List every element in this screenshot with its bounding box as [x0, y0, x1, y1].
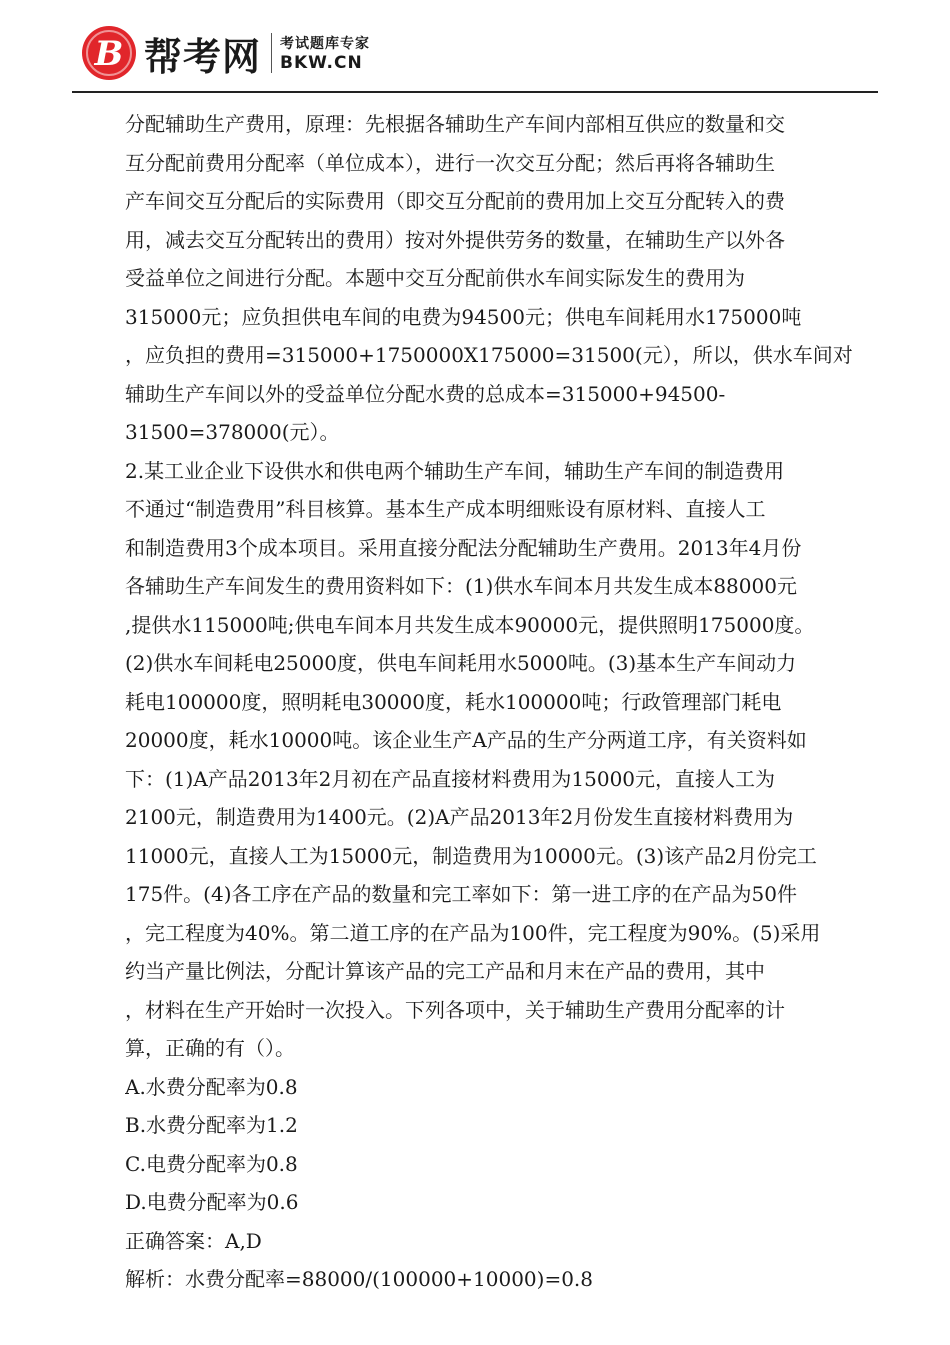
- question-line: ，材料在生产开始时一次投入。下列各项中，关于辅助生产费用分配率的计: [125, 997, 785, 1022]
- svg-text:B: B: [94, 34, 124, 74]
- question-line: 2100元，制造费用为1400元。(2)A产品2013年2月份发生直接材料费用为: [125, 805, 794, 829]
- option-d: D.电费分配率为0.6: [125, 1190, 299, 1214]
- text-line: ，应负担的费用=315000+1750000X175000=31500(元），所以，供水车间对: [125, 343, 853, 367]
- text-line: 互分配前费用分配率（单位成本），进行一次交互分配；然后再将各辅助生: [125, 150, 775, 175]
- text-line: 产车间交互分配后的实际费用（即交互分配前的费用加上交互分配转入的费: [125, 189, 785, 213]
- question-line: 下：(1)A产品2013年2月初在产品直接材料费用为15000元，直接人工为: [125, 766, 776, 791]
- question-line: 20000度，耗水10000吨。该企业生产A产品的生产分两道工序，有关资料如: [125, 728, 807, 752]
- correct-answer: 正确答案：A,D: [125, 1228, 262, 1253]
- text-line: 315000元；应负担供电车间的电费为94500元；供电车间耗用水175000吨: [125, 304, 802, 329]
- option-c: C.电费分配率为0.8: [125, 1151, 298, 1176]
- text-line: 受益单位之间进行分配。本题中交互分配前供水车间实际发生的费用为: [125, 266, 745, 290]
- document-body: [125, 105, 870, 1299]
- option-b: B.水费分配率为1.2: [125, 1113, 298, 1137]
- logo-name: 帮考网: [144, 34, 262, 79]
- logo-icon: [80, 24, 138, 82]
- option-a: A.水费分配率为0.8: [125, 1074, 298, 1099]
- site-header: [80, 22, 370, 84]
- header-divider: [72, 91, 878, 93]
- logo-tagline: [280, 33, 370, 73]
- question-line: (2)供水车间耗电25000度，供电车间耗用水5000吨。(3)基本生产车间动力: [125, 651, 797, 675]
- question-line: 约当产量比例法，分配计算该产品的完工产品和月末在产品的费用，其中: [125, 959, 765, 983]
- question-line: 175件。(4)各工序在产品的数量和完工率如下：第一进工序的在产品为50件: [125, 882, 797, 906]
- question-line: 各辅助生产车间发生的费用资料如下：(1)供水车间本月共发生成本88000元: [125, 574, 797, 598]
- question-line: 耗电100000度，照明耗电30000度，耗水100000吨；行政管理部门耗电: [125, 689, 782, 714]
- question-line: 和制造费用3个成本项目。采用直接分配法分配辅助生产费用。2013年4月份: [125, 535, 802, 560]
- text-line: 分配辅助生产费用，原理：先根据各辅助生产车间内部相互供应的数量和交: [125, 112, 785, 136]
- question-line: 算，正确的有（）。: [125, 1036, 295, 1060]
- question-line: 不通过“制造费用”科目核算。基本生产成本明细账设有原材料、直接人工: [125, 497, 766, 521]
- logo-divider: [271, 33, 272, 73]
- question-line: ，完工程度为40%。第二道工序的在产品为100件，完工程度为90%。(5)采用: [125, 920, 821, 945]
- question-line: 11000元，直接人工为15000元，制造费用为10000元。(3)该产品2月份完工: [125, 843, 817, 868]
- question-line: ,提供水115000吨;供电车间本月共发生成本90000元，提供照明175000度。: [125, 612, 815, 637]
- tagline-top: 考试题库专家: [280, 36, 371, 52]
- question-line: 2.某工业企业下设供水和供电两个辅助生产车间，辅助生产车间的制造费用: [125, 458, 785, 483]
- text-line: 31500=378000(元）。: [125, 420, 340, 444]
- text-line: 用，减去交互分配转出的费用）按对外提供劳务的数量，在辅助生产以外各: [125, 227, 785, 252]
- text-line: 辅助生产车间以外的受益单位分配水费的总成本=315000+94500-: [125, 381, 726, 406]
- tagline-bottom: BKW.CN: [280, 53, 363, 73]
- explanation: 解析：水费分配率=88000/(100000+10000)=0.8: [125, 1267, 594, 1291]
